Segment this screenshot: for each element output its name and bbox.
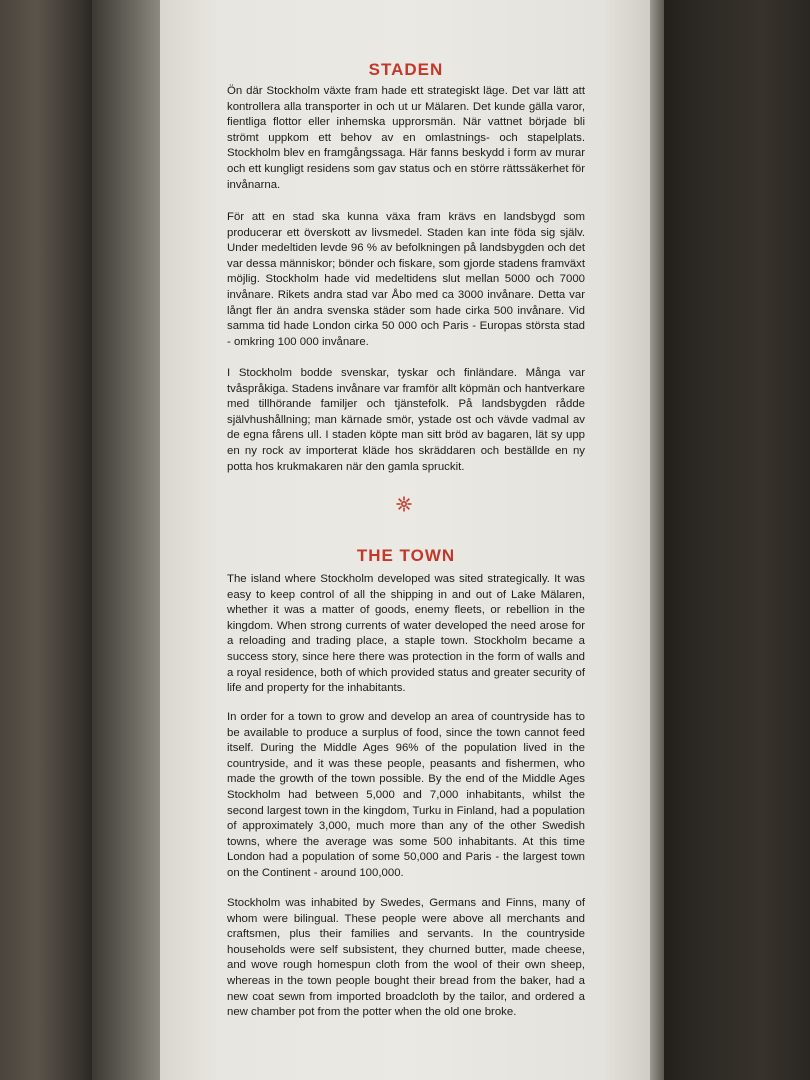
panel-shadow-right — [650, 0, 664, 1080]
rosette-icon — [396, 496, 412, 512]
english-paragraph-3: Stockholm was inhabited by Swedes, Germans and Finns, many of whom were bilingual. These people were above all merchants and craftsmen, plus their families and servants. In the countryside households were self subsistent, they churned butter, made cheese, and wove rough homespun cloth from the wool of their own sheep, whereas in the town people bought their bread from the baker, had a new coat sewn from imported broadcloth by the tailor, and ordered a new chamber pot from the potter when the old one broke. — [227, 897, 585, 1019]
swedish-paragraph-3: I Stockholm bodde svenskar, tyskar och finländare. Många var tvåspråkiga. Stadens invånare var framför allt köpmän och hantverkare med tillhörande familjer och tjänstefolk. På landsbygden rådde självhushållning; man kärnade smör, ystade ost och vävde vadmal av de egna fårens ull. I staden köpte man sitt bröd av bagaren, lät sy upp en ny rock av importerat kläde hos skräddaren och beställde en ny potta hos krukmakaren när den gamla spruckit. — [227, 367, 585, 473]
swedish-paragraph-2: För att en stad ska kunna växa fram krävs en landsbygd som producerar ett överskott av livsmedel. Staden kan inte föda sig själv. Under medeltiden levde 96 % av befolkningen på landsbygden och det var dessa människor; bönder och fiskare, som gjorde stadens framväxt möjlig. Stockholm hade vid medeltidens slut mellan 5000 och 7000 invånare. Rikets andra stad var Åbo med ca 3000 invånare. Detta var långt fler än andra svenska städer som hade cirka 500 invånare. Vid samma tid hade London cirka 50 000 och Paris - Europas största stad - omkring 100 000 invånare. — [227, 211, 585, 348]
panel-shadow-left — [92, 0, 162, 1080]
info-sign-panel — [160, 0, 652, 1080]
wall-left — [0, 0, 92, 1080]
heading-swedish: STADEN — [368, 60, 444, 79]
english-paragraph-1: The island where Stockholm developed was sited strategically. It was easy to keep control of all the shipping in and out of Lake Mälaren, whether it was a matter of goods, enemy fleets, or rebellion in the kingdom. When strong currents of water developed the need arose for a reloading and trading place, a staple town. Stockholm became a success story, since here there was protection in the form of walls and a royal residence, both of which provided status and greater security of life and property for the inhabitants. — [227, 573, 585, 695]
wall-right — [650, 0, 810, 1080]
swedish-paragraph-1: Ön där Stockholm växte fram hade ett strategiskt läge. Det var lätt att kontrollera alla transporter in och ut ur Mälaren. Det kunde gälla varor, fientliga flottor eller inhemska upprorsmän. När vattnet började bli strömt uppkom ett behov av en omlastnings- och stapelplats. Stockholm blev en framgångssaga. Här fanns beskydd i form av murar och ett kungligt residens som gav status och en större rättssäkerhet för invånarna. — [227, 85, 585, 191]
english-paragraph-2: In order for a town to grow and develop an area of countryside has to be available to produce a surplus of food, since the town cannot feed itself. During the Middle Ages 96% of the population lived in the countryside, and it was these people, peasants and fishermen, who made the growth of the town possible. By the end of the Middle Ages Stockholm had between 5,000 and 7,000 inhabitants, whilst the second largest town in the kingdom, Turku in Finland, had a population of approximately 3,000, much more than any of the other Swedish towns, where the average was some 500 inhabitants. At this time London had a population of some 50,000 and Paris - the largest town on the Continent - around 100,000. — [227, 711, 585, 879]
heading-english: THE TOWN — [356, 546, 456, 565]
